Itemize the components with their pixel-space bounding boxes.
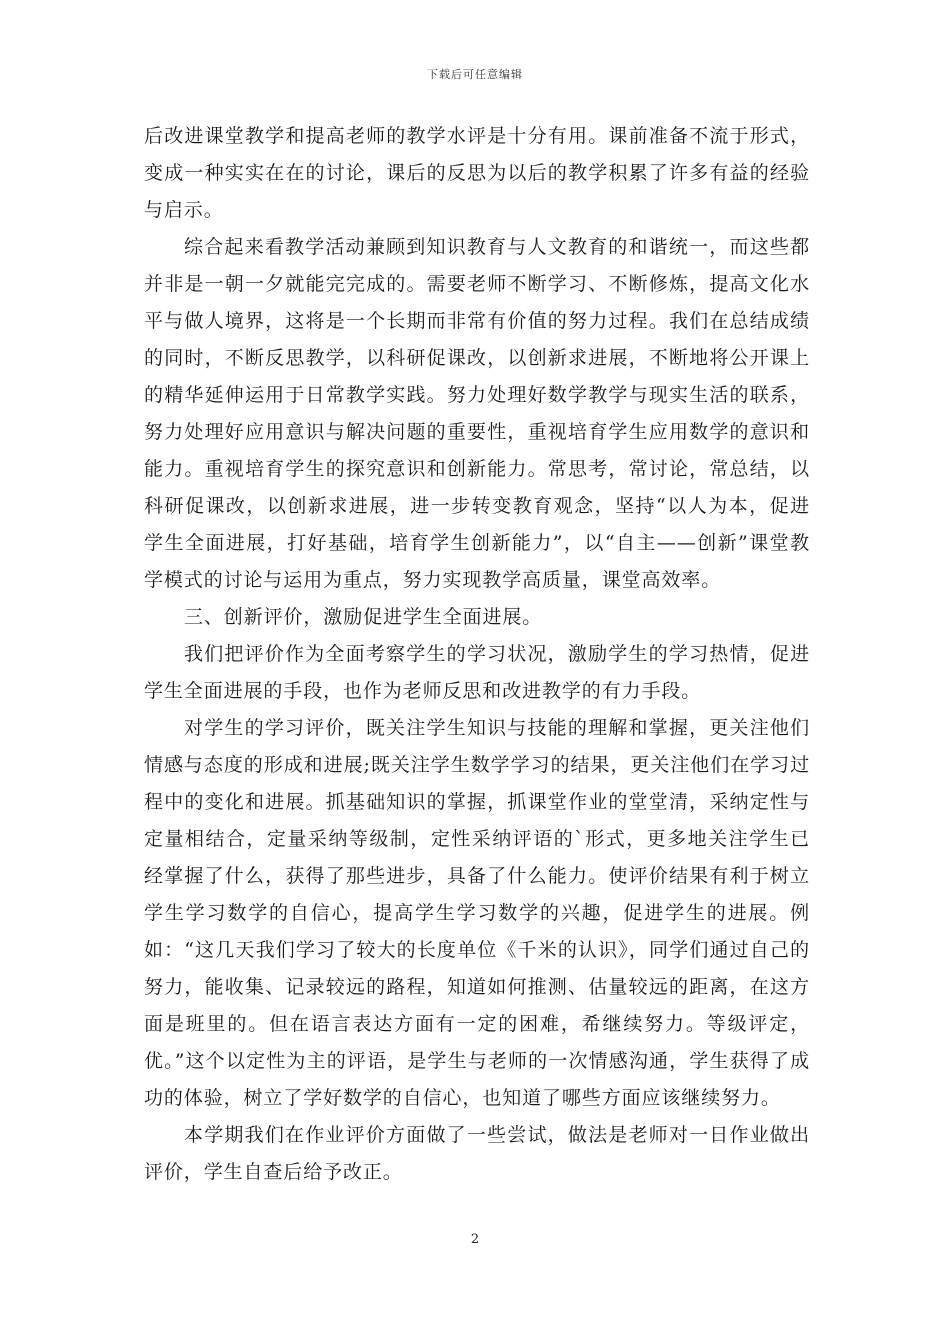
paragraph-evaluation-method: 对学生的学习评价，既关注学生知识与技能的理解和掌握，更关注他们情感与态度的形成和进展;既关注学生数学学习的结果，更关注他们在学习过程中的变化和进展。抓基础知识的掌握，抓课堂作业的堂堂清，采纳定性与定量相结合，定量采纳等级制，定性采纳评语的`形式，更多地关注学生已经掌握了什么，获得了那些进步，具备了什么能力。使评价结果有利于树立学生学习数学的自信心，提高学生学习数学的兴趣，促进学生的进展。例如：“这几天我们学习了较大的长度单位《千米的认识》，同学们通过自己的努力，能收集、记录较远的路程，知道如何推测、估量较远的距离，在这方面是班里的。但在语言表达方面有一定的困难，希继续努力。等级评定，优。”这个以定性为主的评语，是学生与老师的一次情感沟通，学生获得了成功的体验，树立了学好数学的自信心，也知道了哪些方面应该继续努力。 [144, 717, 810, 1109]
paragraph-evaluation-purpose: 我们把评价作为全面考察学生的学习状况，激励学生的学习热情，促进学生全面进展的手段，也作为老师反思和改进教学的有力手段。 [144, 643, 810, 702]
page-header: 下载后可任意编辑 [427, 68, 523, 81]
paragraph-summary: 综合起来看教学活动兼顾到知识教育与人文教育的和谐统一，而这些都并非是一朝一夕就能完完成的。需要老师不断学习、不断修炼，提高文化水平与做人境界，这将是一个长期而非常有价值的努力过程。我们在总结成绩的同时，不断反思教学，以科研促课改，以创新求进展，不断地将公开课上的精华延伸运用于日常教学实践。努力处理好数学教学与现实生活的联系，努力处理好应用意识与解决问题的重要性，重视培育学生应用数学的意识和能力。重视培育学生的探究意识和创新能力。常思考，常讨论，常总结，以科研促课改，以创新求进展，进一步转变教育观念，坚持“以人为本，促进学生全面进展，打好基础，培育学生创新能力”，以“自主——创新”课堂教学模式的讨论与运用为重点，努力实现教学高质量，课堂高效率。 [144, 236, 810, 591]
paragraph-continuation: 后改进课堂教学和提高老师的教学水评是十分有用。课前准备不流于形式，变成一种实实在在的讨论，课后的反思为以后的教学积累了许多有益的经验与启示。 [144, 125, 810, 221]
paragraph-homework-evaluation: 本学期我们在作业评价方面做了一些尝试，做法是老师对一日作业做出评价，学生自查后给予改正。 [144, 1124, 810, 1183]
page-number: 2 [470, 1232, 480, 1247]
section-heading-three: 三、创新评价，激励促进学生全面进展。 [184, 606, 543, 628]
document-body [144, 118, 810, 1191]
